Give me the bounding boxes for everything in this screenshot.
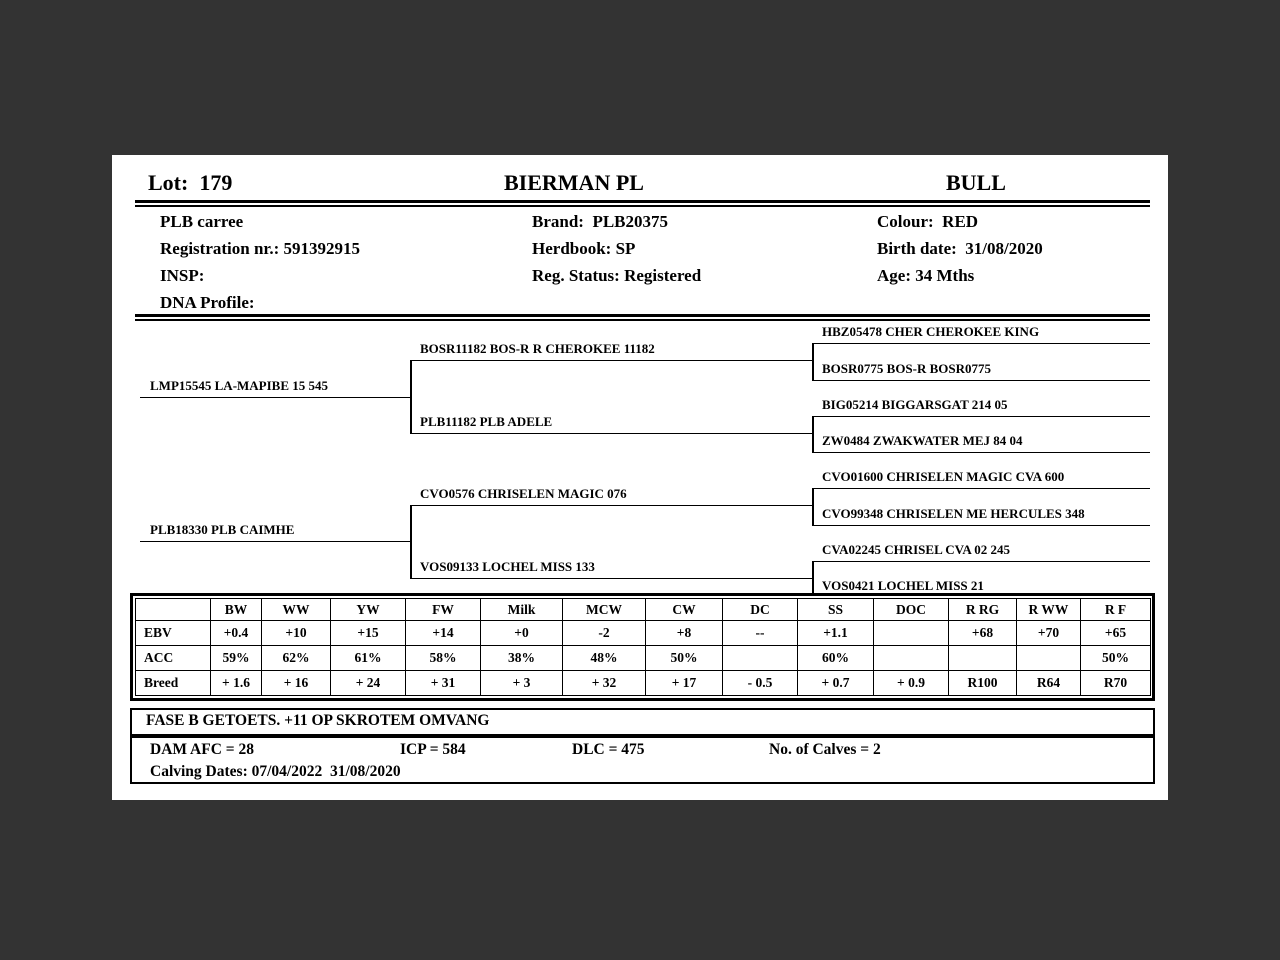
ebv-row-label: Breed bbox=[136, 671, 211, 696]
ebv-cell bbox=[1017, 646, 1081, 671]
ebv-cell: +15 bbox=[331, 621, 406, 646]
ebv-cell: +14 bbox=[406, 621, 481, 646]
breed-row bbox=[136, 671, 1151, 696]
ebv-col-header: SS bbox=[798, 599, 874, 621]
ebv-col-header: DC bbox=[723, 599, 798, 621]
animal-type: BULL bbox=[946, 170, 1006, 195]
ebv-col-header: R RG bbox=[949, 599, 1017, 621]
ebv-cell: + 0.7 bbox=[798, 671, 874, 696]
ebv-cell bbox=[874, 621, 949, 646]
ebv-cell: +68 bbox=[949, 621, 1017, 646]
ebv-cell: R70 bbox=[1081, 671, 1151, 696]
ebv-cell: 50% bbox=[1081, 646, 1151, 671]
ebv-col-header: CW bbox=[646, 599, 723, 621]
pedigree-dam-sire: CVO0576 CHRISELEN MAGIC 076 bbox=[410, 486, 812, 506]
pedigree-connector bbox=[410, 505, 412, 579]
ebv-cell bbox=[874, 646, 949, 671]
ebv-cell: - 0.5 bbox=[723, 671, 798, 696]
ebv-cell: +70 bbox=[1017, 621, 1081, 646]
reg-status: Reg. Status: Registered bbox=[532, 266, 702, 285]
ebv-row-label: ACC bbox=[136, 646, 211, 671]
ebv-cell: -- bbox=[723, 621, 798, 646]
ebv-cell: R100 bbox=[949, 671, 1017, 696]
icp: ICP = 584 bbox=[400, 741, 466, 758]
ebv-cell: +0.4 bbox=[211, 621, 262, 646]
herdbook: Herdbook: SP bbox=[532, 239, 636, 258]
ebv-table bbox=[135, 598, 1151, 696]
ebv-cell: + 32 bbox=[563, 671, 646, 696]
insp-label: INSP: bbox=[160, 266, 205, 285]
ebv-cell: 59% bbox=[211, 646, 262, 671]
colour: Colour: RED bbox=[877, 212, 979, 231]
calving-dates: Calving Dates: 07/04/2022 31/08/2020 bbox=[150, 763, 401, 780]
dam-afc: DAM AFC = 28 bbox=[150, 741, 254, 758]
pedigree-gen3-4: CVO01600 CHRISELEN MAGIC CVA 600 bbox=[812, 469, 1150, 489]
brand: Brand: PLB20375 bbox=[532, 212, 669, 231]
pedigree-gen3-3: ZW0484 ZWAKWATER MEJ 84 04 bbox=[812, 433, 1150, 453]
ebv-cell: + 16 bbox=[262, 671, 331, 696]
pedigree-connector bbox=[410, 360, 412, 434]
ebv-col-header: WW bbox=[262, 599, 331, 621]
ebv-col-header: BW bbox=[211, 599, 262, 621]
ebv-cell: R64 bbox=[1017, 671, 1081, 696]
pedigree-gen3-1: BOSR0775 BOS-R BOSR0775 bbox=[812, 361, 1150, 381]
ebv-cell: +65 bbox=[1081, 621, 1151, 646]
ebv-col-header: FW bbox=[406, 599, 481, 621]
ebv-cell: -2 bbox=[563, 621, 646, 646]
ebv-cell: + 17 bbox=[646, 671, 723, 696]
ebv-row-label: EBV bbox=[136, 621, 211, 646]
ebv-cell: + 1.6 bbox=[211, 671, 262, 696]
fase-note: FASE B GETOETS. +11 OP SKROTEM OMVANG bbox=[146, 712, 490, 729]
lot-number: Lot: 179 bbox=[148, 170, 233, 195]
ebv-cell: 62% bbox=[262, 646, 331, 671]
ebv-header-row bbox=[136, 599, 1151, 621]
pedigree-gen3-2: BIG05214 BIGGARSGAT 214 05 bbox=[812, 397, 1150, 417]
age: Age: 34 Mths bbox=[877, 266, 975, 285]
ebv-cell bbox=[949, 646, 1017, 671]
pedigree-gen3-6: CVA02245 CHRISEL CVA 02 245 bbox=[812, 542, 1150, 562]
pedigree-sire-sire: BOSR11182 BOS-R R CHEROKEE 11182 bbox=[410, 341, 812, 361]
calves-count: No. of Calves = 2 bbox=[769, 741, 881, 758]
pedigree-gen3-5: CVO99348 CHRISELEN ME HERCULES 348 bbox=[812, 506, 1150, 526]
ebv-cell: + 3 bbox=[481, 671, 563, 696]
animal-name: PLB carree bbox=[160, 212, 244, 231]
ebv-cell: 38% bbox=[481, 646, 563, 671]
info-divider bbox=[135, 314, 1150, 321]
ebv-cell: + 0.9 bbox=[874, 671, 949, 696]
ebv-cell: +10 bbox=[262, 621, 331, 646]
pedigree-gen3-0: HBZ05478 CHER CHEROKEE KING bbox=[812, 324, 1150, 344]
ebv-col-header: R WW bbox=[1017, 599, 1081, 621]
ebv-cell: +0 bbox=[481, 621, 563, 646]
herd-name: BIERMAN PL bbox=[504, 170, 644, 195]
pedigree-sire: LMP15545 LA-MAPIBE 15 545 bbox=[140, 378, 410, 398]
ebv-col-header: DOC bbox=[874, 599, 949, 621]
ebv-cell: 50% bbox=[646, 646, 723, 671]
registration-number: Registration nr.: 591392915 bbox=[160, 239, 361, 258]
header-divider bbox=[135, 200, 1150, 207]
birth-date: Birth date: 31/08/2020 bbox=[877, 239, 1043, 258]
ebv-cell: +1.1 bbox=[798, 621, 874, 646]
ebv-cell: 48% bbox=[563, 646, 646, 671]
ebv-cell bbox=[723, 646, 798, 671]
dna-profile-label: DNA Profile: bbox=[160, 293, 255, 312]
ebv-col-header: YW bbox=[331, 599, 406, 621]
ebv-cell: + 31 bbox=[406, 671, 481, 696]
pedigree-connector bbox=[812, 343, 814, 381]
ebv-cell: + 24 bbox=[331, 671, 406, 696]
pedigree-gen3-7: VOS0421 LOCHEL MISS 21 bbox=[812, 578, 1150, 598]
ebv-cell: +8 bbox=[646, 621, 723, 646]
acc-row bbox=[136, 646, 1151, 671]
ebv-col-header: MCW bbox=[563, 599, 646, 621]
pedigree-connector bbox=[812, 488, 814, 526]
fase-note-box bbox=[130, 708, 1155, 736]
catalog-card bbox=[112, 155, 1168, 800]
ebv-value-row bbox=[136, 621, 1151, 646]
ebv-cell: 61% bbox=[331, 646, 406, 671]
dam-stats-box bbox=[130, 736, 1155, 784]
dlc: DLC = 475 bbox=[572, 741, 645, 758]
pedigree-connector bbox=[812, 416, 814, 453]
ebv-table-frame bbox=[130, 593, 1155, 701]
ebv-cell: 60% bbox=[798, 646, 874, 671]
pedigree-dam: PLB18330 PLB CAIMHE bbox=[140, 522, 410, 542]
ebv-col-header: R F bbox=[1081, 599, 1151, 621]
pedigree-sire-dam: PLB11182 PLB ADELE bbox=[410, 414, 812, 434]
ebv-col-header bbox=[136, 599, 211, 621]
ebv-cell: 58% bbox=[406, 646, 481, 671]
ebv-col-header: Milk bbox=[481, 599, 563, 621]
pedigree-dam-dam: VOS09133 LOCHEL MISS 133 bbox=[410, 559, 812, 579]
